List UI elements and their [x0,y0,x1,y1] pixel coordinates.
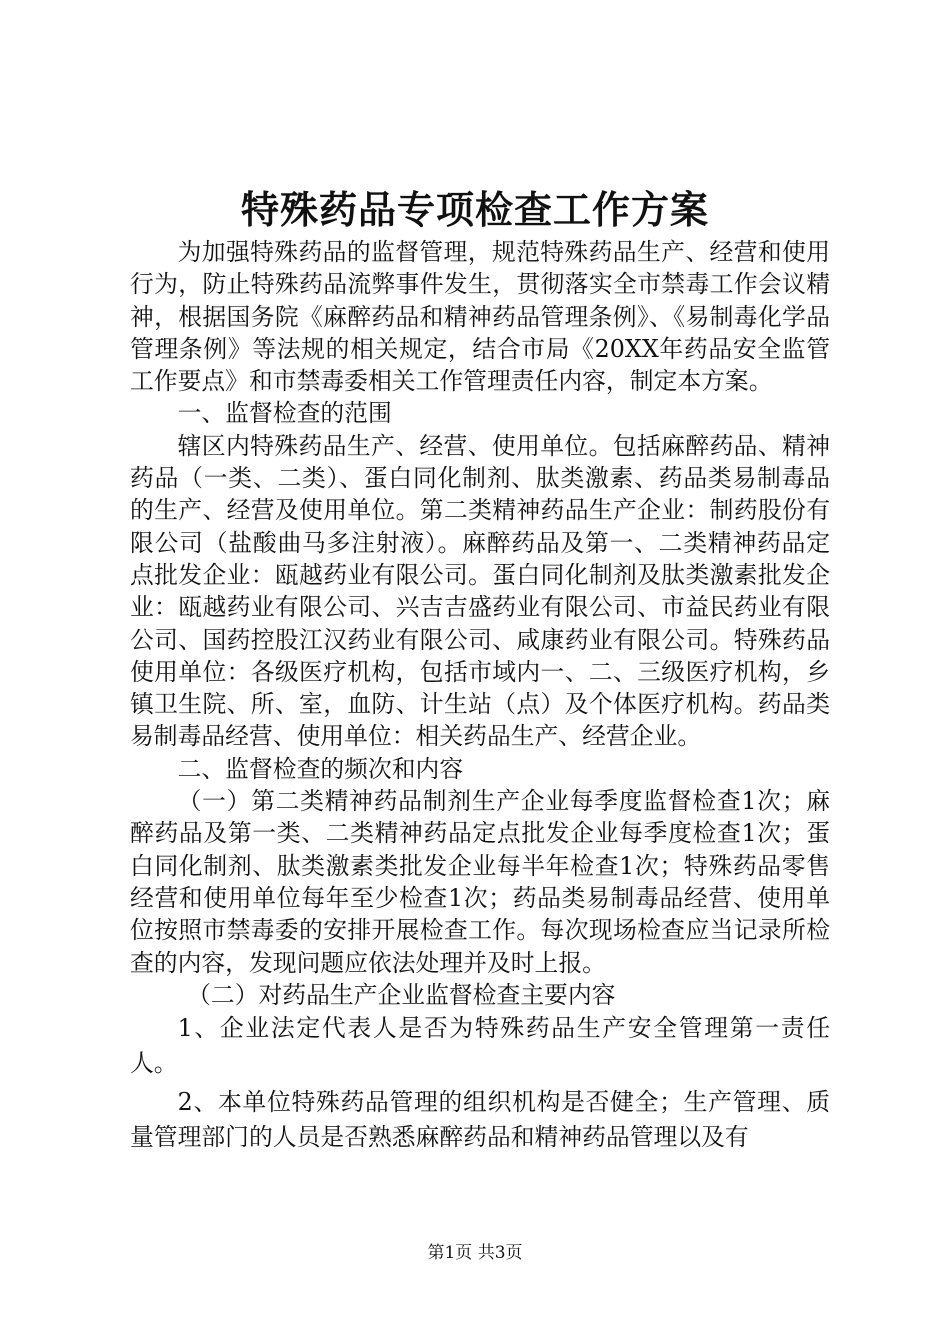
page-number-footer: 第1页 共3页 [427,1243,523,1263]
section-1-heading: 一、监督检查的范围 [177,399,392,428]
document-title: 特殊药品专项检查工作方案 [240,187,709,232]
document-body [130,236,830,1159]
section-2-subsection-2-heading: （二）对药品生产企业监督检查主要内容 [187,980,616,1009]
section-2-subsection-1: （一）第二类精神药品制剂生产企业每季度监督检查1次；麻醉药品及第一类、二类精神药品定点批发企业每季度检查1次；蛋白同化制剂、肽类激素类批发企业每半年检查1次；特殊药品零售经营和使用单位每年至少检查1次；药品类易制毒品经营、使用单位按照市禁毒委的安排开展检查工作。每次现场检查应当记录所检查的内容，发现问题应依法处理并及时上报。 [130,787,830,977]
section-1-body: 辖区内特殊药品生产、经营、使用单位。包括麻醉药品、精神药品（一类、二类）、蛋白同化制剂、肽类激素、药品类易制毒品的生产、经营及使用单位。第二类精神药品生产企业：制药股份有限公司（盐酸曲马多注射液）。麻醉药品及第一、二类精神药品定点批发企业：瓯越药业有限公司。蛋白同化制剂及肽类激素批发企业：瓯越药业有限公司、兴吉吉盛药业有限公司、市益民药业有限公司、国药控股江汉药业有限公司、咸康药业有限公司。特殊药品使用单位：各级医疗机构，包括市域内一、二、三级医疗机构，乡镇卫生院、所、室，血防、计生站（点）及个体医疗机构。药品类易制毒品经营、使用单位：相关药品生产、经营企业。 [130,431,830,751]
intro-paragraph: 为加强特殊药品的监督管理，规范特殊药品生产、经营和使用行为，防止特殊药品流弊事件发生，贯彻落实全市禁毒工作会议精神，根据国务院《麻醉药品和精神药品管理条例》、《易制毒化学品管理条例》等法规的相关规定，结合市局《20XX年药品安全监管工作要点》和市禁毒委相关工作管理责任内容，制定本方案。 [130,238,830,396]
list-item: 2、本单位特殊药品管理的组织机构是否健全；生产管理、质量管理部门的人员是否熟悉麻醉药品和精神药品管理以及有 [130,1088,830,1152]
list-item: 1、企业法定代表人是否为特殊药品生产安全管理第一责任人。 [130,1014,830,1078]
section-2-heading: 二、监督检查的频次和内容 [177,754,464,783]
